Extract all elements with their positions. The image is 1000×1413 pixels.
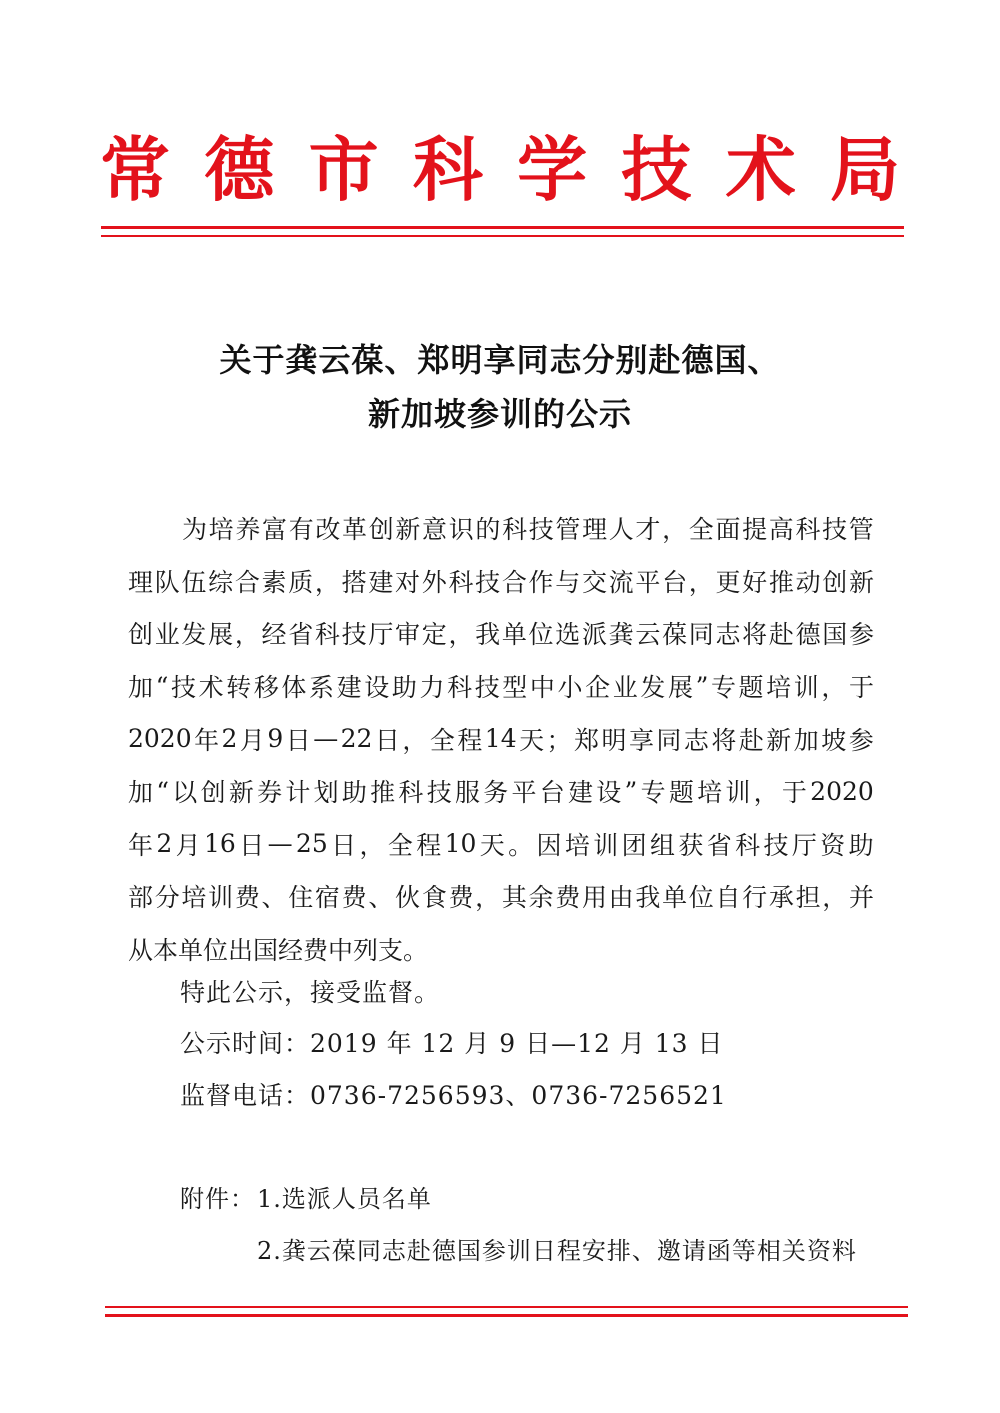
footer-rule-thin <box>105 1306 908 1308</box>
body-line: 为 培 养 富 有 改 革 创 新 意 识 的 科 技 管 理 人 才 ， 全 面 提 高 科 技 管 <box>182 515 874 545</box>
attachment-label: 附件： <box>180 1185 255 1213</box>
body-line: 从本单位出国经费中列支。 <box>128 936 429 966</box>
header-rule-thin <box>101 235 904 237</box>
document-title-line1: 关于龚云葆、郑明享同志分别赴德国、 <box>219 341 781 379</box>
document-title-line2: 新加坡参训的公示 <box>367 395 632 433</box>
body-line: 加 “ 以 创 新 券 计 划 助 推 科 技 服 务 平 台 建 设 ” 专 题 培 训 ， 于 2020 <box>128 776 874 808</box>
body-line: 理 队 伍 综 合 素 质 ， 搭 建 对 外 科 技 合 作 与 交 流 平 台 ， 更 好 推 动 创 新 <box>128 567 874 597</box>
body-line: 创 业 发 展 ， 经 省 科 技 厅 审 定 ， 我 单 位 选 派 龚 云 葆 同 志 将 赴 德 国 参 <box>128 620 874 650</box>
notice-time: 公示时间：2019 年 12 月 9 日—12 月 13 日 <box>180 1029 724 1058</box>
body-line: 年 2 月 16 日 — 25 日 ， 全 程 10 天 。 因 培 训 团 组 获 省 科 技 厅 资 助 <box>128 829 874 860</box>
letterhead-char: 技 <box>621 129 692 211</box>
letterhead-char: 常 <box>100 129 170 211</box>
body-line: 部 分 培 训 费 、 住 宿 费 、 伙 食 费 ， 其 余 费 用 由 我 单 位 自 行 承 担 ， 并 <box>128 883 874 913</box>
footer-rule-thick <box>105 1314 908 1317</box>
letterhead-title <box>100 128 900 212</box>
supervision-phone: 监督电话：0736-7256593、0736-7256521 <box>180 1081 727 1110</box>
letterhead-char: 科 <box>412 129 483 211</box>
notice-line: 特此公示，接受监督。 <box>180 978 441 1007</box>
attachment-item-2: 2.龚云葆同志赴德国参训日程安排、邀请函等相关资料 <box>257 1237 857 1265</box>
body-line: 加 “ 技 术 转 移 体 系 建 设 助 力 科 技 型 中 小 企 业 发 展 ” 专 题 培 训 ， 于 <box>128 671 874 703</box>
letterhead-char: 学 <box>517 129 588 211</box>
header-rule-thick <box>101 226 904 229</box>
body-line: 2020 年 2 月 9 日 — 22 日 ， 全 程 14 天 ； 郑 明 享 同 志 将 赴 新 加 坡 参 <box>128 724 874 755</box>
attachment-item-1: 1.选派人员名单 <box>257 1185 432 1213</box>
body-paragraph <box>128 502 874 975</box>
letterhead-char: 市 <box>308 129 379 211</box>
letterhead-char: 局 <box>829 129 900 211</box>
letterhead-char: 德 <box>204 129 275 211</box>
letterhead-char: 术 <box>725 129 796 211</box>
